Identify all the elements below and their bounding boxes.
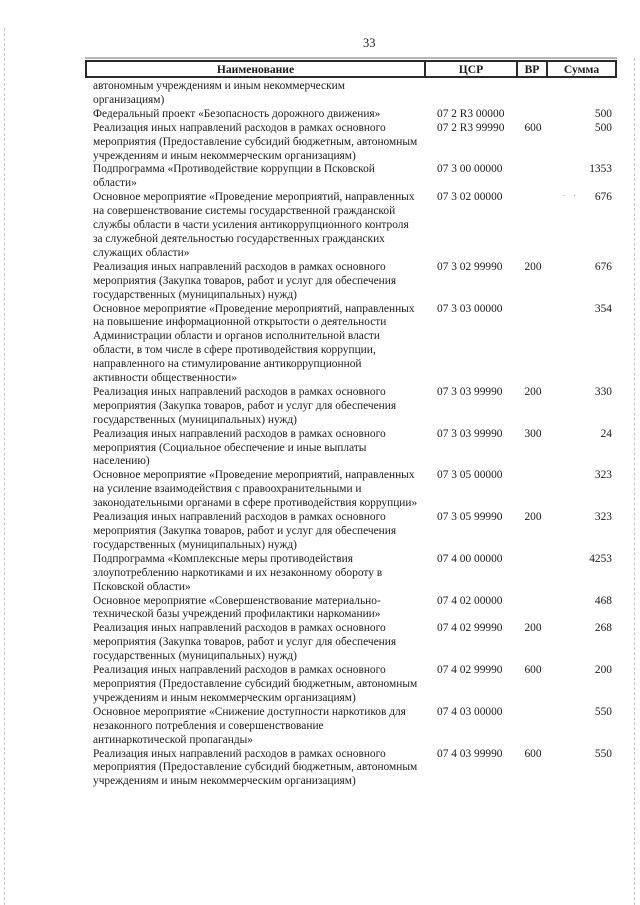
name-cell: Основное мероприятие «Совершенствование материально-технической базы учреждений профилактики наркомании» bbox=[93, 594, 381, 621]
table-row bbox=[85, 664, 617, 706]
table-row bbox=[85, 108, 617, 122]
sum-cell: 500 bbox=[594, 121, 612, 134]
csr-cell: 07 2 R3 00000 bbox=[437, 107, 505, 120]
csr-cell: 07 4 03 99990 bbox=[437, 747, 503, 760]
table-row bbox=[85, 428, 617, 470]
table-header-row bbox=[85, 60, 617, 78]
name-cell: Основное мероприятие «Проведение мероприятий, направленных на совершенствование системы государственной гражданской службы области в части усиления антикоррупционного контроля за служебной деятельностью государственных гражданских служащих области» bbox=[93, 191, 415, 259]
sum-cell: 323 bbox=[594, 511, 612, 524]
table-row bbox=[85, 706, 617, 748]
page-number: 33 bbox=[363, 36, 376, 50]
table-row bbox=[85, 80, 617, 108]
name-cell: Реализация иных направлений расходов в рамках основного мероприятия (Закупка товаров, работ и услуг для обеспечения государственных (муниципальных) нужд) bbox=[93, 385, 397, 426]
column-header-sum: Сумма bbox=[546, 60, 617, 78]
vr-cell: 200 bbox=[524, 622, 542, 635]
sum-cell: 330 bbox=[594, 385, 612, 398]
table-row bbox=[85, 163, 617, 191]
name-cell: автономным учреждениям и иным некоммерческим организациям) bbox=[93, 80, 345, 106]
column-header-name: Наименование bbox=[85, 60, 426, 78]
sum-cell: 500 bbox=[594, 107, 612, 120]
name-cell: Подпрограмма «Противодействие коррупции в Псковской области» bbox=[93, 163, 375, 190]
table-row bbox=[85, 511, 617, 553]
table-body bbox=[85, 80, 617, 789]
sum-cell: 200 bbox=[594, 664, 612, 677]
vr-cell: 300 bbox=[524, 427, 542, 440]
scan-artifact-right-edge bbox=[634, 58, 635, 905]
csr-cell: 07 3 02 99990 bbox=[437, 260, 503, 273]
sum-cell: 676 bbox=[594, 260, 612, 273]
table-row bbox=[85, 622, 617, 664]
table-row bbox=[85, 386, 617, 428]
sum-cell: 468 bbox=[594, 594, 612, 607]
table-row bbox=[85, 303, 617, 386]
sum-cell: 4253 bbox=[589, 552, 612, 565]
vr-cell: 600 bbox=[524, 121, 542, 134]
csr-cell: 07 3 02 00000 bbox=[437, 191, 503, 204]
name-cell: Реализация иных направлений расходов в рамках основного мероприятия (Предоставление субсидий бюджетным, автономным учреждениям и иным некоммерческим организациям) bbox=[93, 747, 418, 788]
table-row bbox=[85, 748, 617, 790]
table-row bbox=[85, 191, 617, 261]
scan-artifact-left-edge bbox=[4, 28, 5, 905]
name-cell: Основное мероприятие «Проведение мероприятий, направленных на повышение информационной открытости о деятельности Администрации области и органов исполнительной власти области, в том числе в сфере противодействия коррупции, направленного на стимулирование антикоррупционной активности общественности» bbox=[93, 302, 415, 385]
name-cell: Федеральный проект «Безопасность дорожного движения» bbox=[93, 107, 381, 120]
csr-cell: 07 3 03 00000 bbox=[437, 302, 503, 315]
csr-cell: 07 3 00 00000 bbox=[437, 163, 503, 176]
vr-cell: 200 bbox=[524, 385, 542, 398]
sum-cell: 323 bbox=[594, 469, 612, 482]
name-cell: Основное мероприятие «Проведение мероприятий, направленных на усиление взаимодействия с правоохранительными и законодательными органами в сфере противодействия коррупции» bbox=[93, 469, 418, 510]
name-cell: Реализация иных направлений расходов в рамках основного мероприятия (Социальное обеспечение и иные выплаты населению) bbox=[93, 427, 386, 468]
name-cell: Основное мероприятие «Снижение доступности наркотиков для незаконного потребления и совершенствование антинаркотической пропаганды» bbox=[93, 705, 406, 746]
vr-cell: 600 bbox=[524, 747, 542, 760]
vr-cell: 200 bbox=[524, 511, 542, 524]
vr-cell: 200 bbox=[524, 260, 542, 273]
vr-cell: 600 bbox=[524, 664, 542, 677]
sum-cell: 268 bbox=[594, 622, 612, 635]
csr-cell: 07 3 03 99990 bbox=[437, 427, 503, 440]
name-cell: Реализация иных направлений расходов в рамках основного мероприятия (Предоставление субсидий бюджетным, автономным учреждениям и иным некоммерческим организациям) bbox=[93, 664, 418, 704]
name-cell: Реализация иных направлений расходов в рамках основного мероприятия (Закупка товаров, работ и услуг для обеспечения государственных (муниципальных) нужд) bbox=[93, 260, 397, 301]
column-header-vr: ВР bbox=[516, 60, 548, 78]
table-row bbox=[85, 595, 617, 623]
csr-cell: 07 4 03 00000 bbox=[437, 705, 503, 718]
table-row bbox=[85, 261, 617, 303]
column-header-csr: ЦСР bbox=[424, 60, 518, 78]
sum-cell: 1353 bbox=[589, 163, 612, 176]
csr-cell: 07 4 00 00000 bbox=[437, 552, 503, 565]
csr-cell: 07 4 02 99990 bbox=[437, 622, 503, 635]
name-cell: Реализация иных направлений расходов в рамках основного мероприятия (Закупка товаров, работ и услуг для обеспечения государственных (муниципальных) нужд) bbox=[93, 511, 397, 551]
name-cell: Реализация иных направлений расходов в рамках основного мероприятия (Закупка товаров, работ и услуг для обеспечения государственных (муниципальных) нужд) bbox=[93, 622, 397, 663]
table-row bbox=[85, 553, 617, 595]
sum-cell: 24 bbox=[600, 427, 612, 440]
sum-cell: 550 bbox=[594, 747, 612, 760]
name-cell: Подпрограмма «Комплексные меры противодействия злоупотреблению наркотиками и их незаконному обороту в Псковской области» bbox=[93, 552, 383, 593]
csr-cell: 07 2 R3 99990 bbox=[437, 121, 505, 134]
budget-table bbox=[85, 60, 617, 789]
table-row bbox=[85, 469, 617, 511]
sum-cell: 550 bbox=[594, 705, 612, 718]
csr-cell: 07 3 05 99990 bbox=[437, 511, 503, 524]
csr-cell: 07 4 02 00000 bbox=[437, 594, 503, 607]
name-cell: Реализация иных направлений расходов в рамках основного мероприятия (Предоставление субсидий бюджетным, автономным учреждениям и иным некоммерческим организациям) bbox=[93, 121, 418, 162]
sum-cell: 354 bbox=[594, 302, 612, 315]
csr-cell: 07 4 02 99990 bbox=[437, 664, 503, 677]
csr-cell: 07 3 03 99990 bbox=[437, 385, 503, 398]
table-row bbox=[85, 122, 617, 164]
sum-cell: 676 bbox=[594, 191, 612, 204]
scan-artifact-speck: . . bbox=[563, 188, 579, 198]
csr-cell: 07 3 05 00000 bbox=[437, 469, 503, 482]
